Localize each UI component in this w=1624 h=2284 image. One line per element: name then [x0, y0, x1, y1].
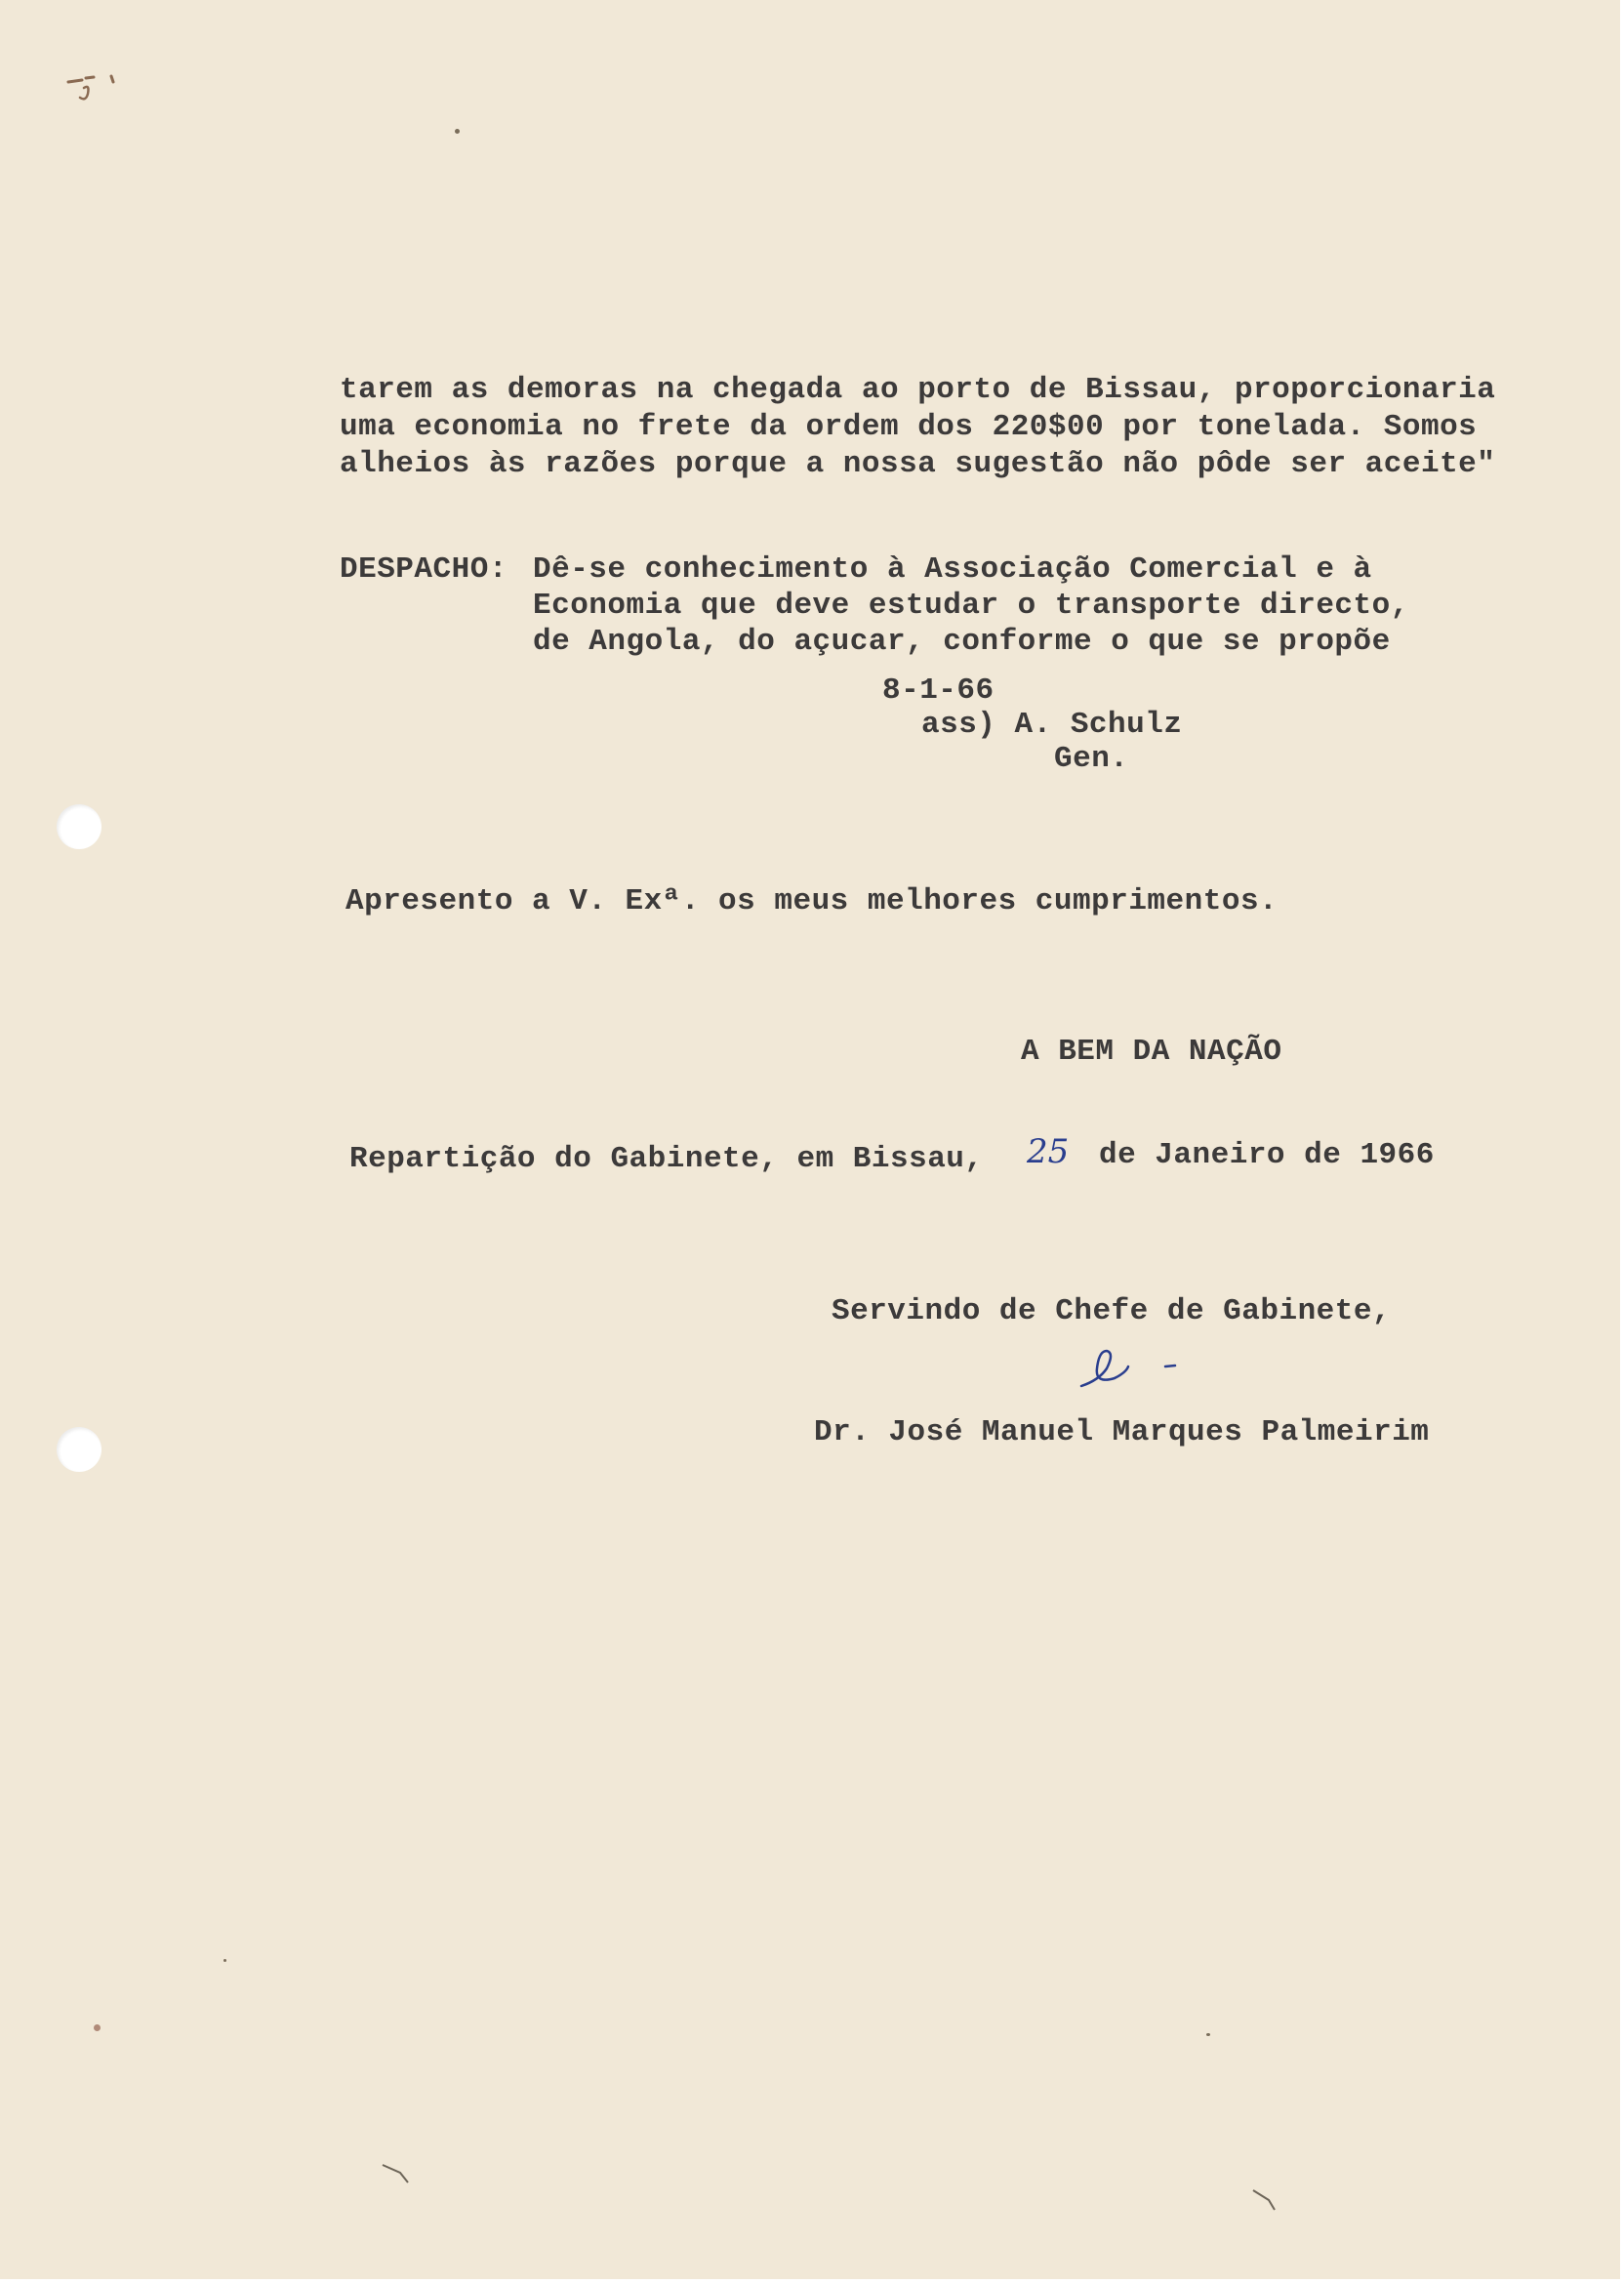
paper-speck — [1206, 2033, 1210, 2036]
despacho-signed: ass) A. Schulz — [921, 708, 1183, 742]
paper-speck — [455, 129, 460, 134]
body-line-2: uma economia no frete da ordem dos 220$00 por tonelada. Somos — [340, 410, 1478, 444]
paper-speck — [223, 1959, 226, 1962]
punch-hole-bottom — [57, 1427, 102, 1472]
signatory-role: Servindo de Chefe de Gabinete, — [832, 1294, 1392, 1328]
place-date-prefix: Repartição do Gabinete, em Bissau, — [349, 1142, 984, 1176]
signature-mark — [1072, 1339, 1208, 1398]
paper-scratch — [1249, 2186, 1288, 2216]
handwritten-day: 25 — [1027, 1132, 1070, 1171]
page-edge-bottom — [0, 2279, 1624, 2284]
despacho-rank: Gen. — [1054, 742, 1129, 776]
paper-speck — [94, 2024, 101, 2031]
page-edge-right — [1620, 0, 1624, 2284]
corner-pencil-mark — [61, 68, 119, 117]
despacho-line-2: Economia que deve estudar o transporte directo, — [533, 589, 1409, 623]
signatory-name: Dr. José Manuel Marques Palmeirim — [814, 1415, 1430, 1449]
punch-hole-top — [57, 804, 102, 849]
despacho-line-1: Dê-se conhecimento à Associação Comercial e à — [533, 552, 1372, 587]
despacho-label: DESPACHO: — [340, 552, 508, 587]
body-line-1: tarem as demoras na chegada ao porto de Bissau, proporcionaria — [340, 373, 1496, 407]
despacho-line-3: de Angola, do açucar, conforme o que se propõe — [533, 625, 1391, 659]
motto: A BEM DA NAÇÃO — [1021, 1035, 1282, 1069]
body-line-3: alheios às razões porque a nossa sugestão não pôde ser aceite" — [340, 447, 1496, 481]
closing-greeting: Apresento a V. Exª. os meus melhores cumprimentos. — [345, 884, 1279, 918]
paper-scratch — [379, 2159, 418, 2188]
despacho-date: 8-1-66 — [882, 673, 995, 708]
place-date-suffix: de Janeiro de 1966 — [1099, 1138, 1435, 1172]
